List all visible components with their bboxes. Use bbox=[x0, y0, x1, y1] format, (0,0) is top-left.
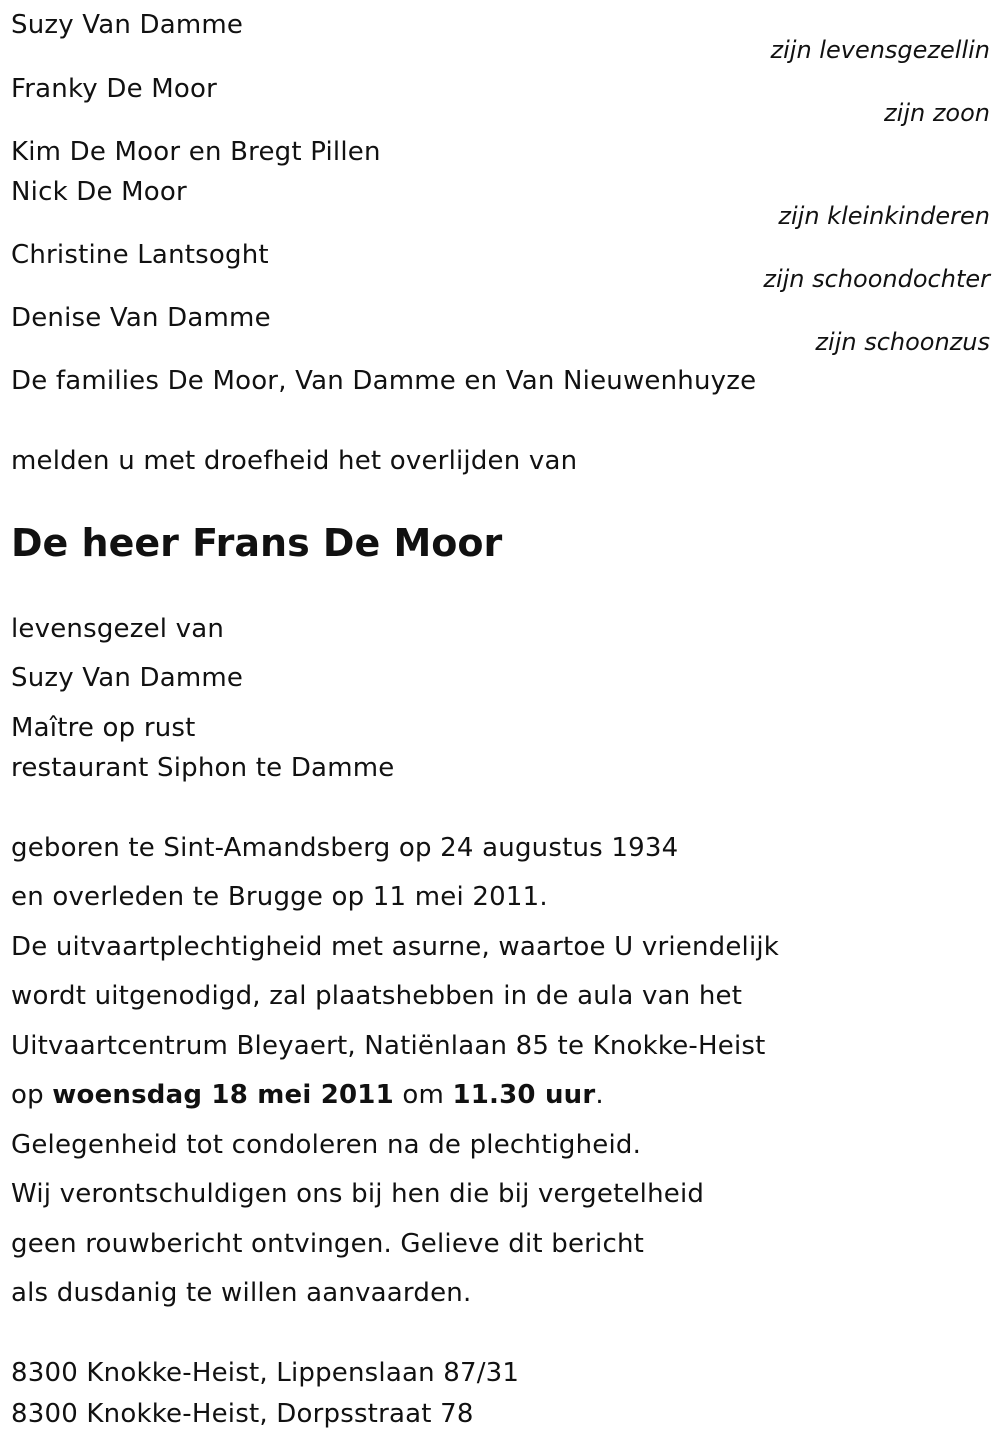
apology-line-1: Wij verontschuldigen ons bij hen die bij vergetelheid bbox=[11, 1179, 705, 1209]
family-name-3: Kim De Moor en Bregt Pillen bbox=[11, 137, 381, 167]
family-name-6: Denise Van Damme bbox=[11, 303, 271, 333]
ceremony-line-1: De uitvaartplechtigheid met asurne, waartoe U vriendelijk bbox=[11, 932, 780, 962]
condolence-line: Gelegenheid tot condoleren na de plechtigheid. bbox=[11, 1130, 642, 1160]
deceased-name: De heer Frans De Moor bbox=[11, 521, 503, 565]
family-relation-6: zijn schoonzus bbox=[815, 328, 990, 356]
family-relation-5: zijn schoondochter bbox=[763, 265, 990, 293]
partner-label: levensgezel van bbox=[11, 614, 225, 644]
time-prefix: om bbox=[402, 1080, 444, 1110]
family-relation-1: zijn levensgezellin bbox=[770, 36, 990, 64]
family-name-1: Suzy Van Damme bbox=[11, 10, 244, 40]
apology-line-2: geen rouwbericht ontvingen. Gelieve dit bericht bbox=[11, 1229, 645, 1259]
partner-name: Suzy Van Damme bbox=[11, 663, 244, 693]
family-relation-2: zijn zoon bbox=[884, 99, 990, 127]
born-line: geboren te Sint-Amandsberg op 24 augustus 1934 bbox=[11, 833, 679, 863]
family-name-5: Christine Lantsoght bbox=[11, 240, 269, 270]
ceremony-line-2: wordt uitgenodigd, zal plaatshebben in de aula van het bbox=[11, 981, 743, 1011]
apology-line-3: als dusdanig te willen aanvaarden. bbox=[11, 1278, 472, 1308]
address-2: 8300 Knokke-Heist, Dorpsstraat 78 bbox=[11, 1399, 474, 1429]
profession-line-1: Maître op rust bbox=[11, 713, 196, 743]
died-line: en overleden te Brugge op 11 mei 2011. bbox=[11, 882, 548, 912]
ceremony-line-3: Uitvaartcentrum Bleyaert, Natiënlaan 85 te Knokke-Heist bbox=[11, 1031, 766, 1061]
family-name-7: De families De Moor, Van Damme en Van Nieuwenhuyze bbox=[11, 366, 757, 396]
ceremony-date-line bbox=[11, 1082, 604, 1108]
ceremony-date: woensdag 18 mei 2011 bbox=[52, 1080, 394, 1110]
date-prefix: op bbox=[11, 1080, 44, 1110]
family-name-4: Nick De Moor bbox=[11, 177, 187, 207]
profession-line-2: restaurant Siphon te Damme bbox=[11, 753, 395, 783]
family-name-2: Franky De Moor bbox=[11, 74, 217, 104]
ceremony-time: 11.30 uur bbox=[452, 1080, 596, 1110]
family-relation-4: zijn kleinkinderen bbox=[778, 202, 990, 230]
announcement: melden u met droefheid het overlijden van bbox=[11, 446, 578, 476]
date-suffix: . bbox=[595, 1080, 604, 1110]
address-1: 8300 Knokke-Heist, Lippenslaan 87/31 bbox=[11, 1358, 520, 1388]
